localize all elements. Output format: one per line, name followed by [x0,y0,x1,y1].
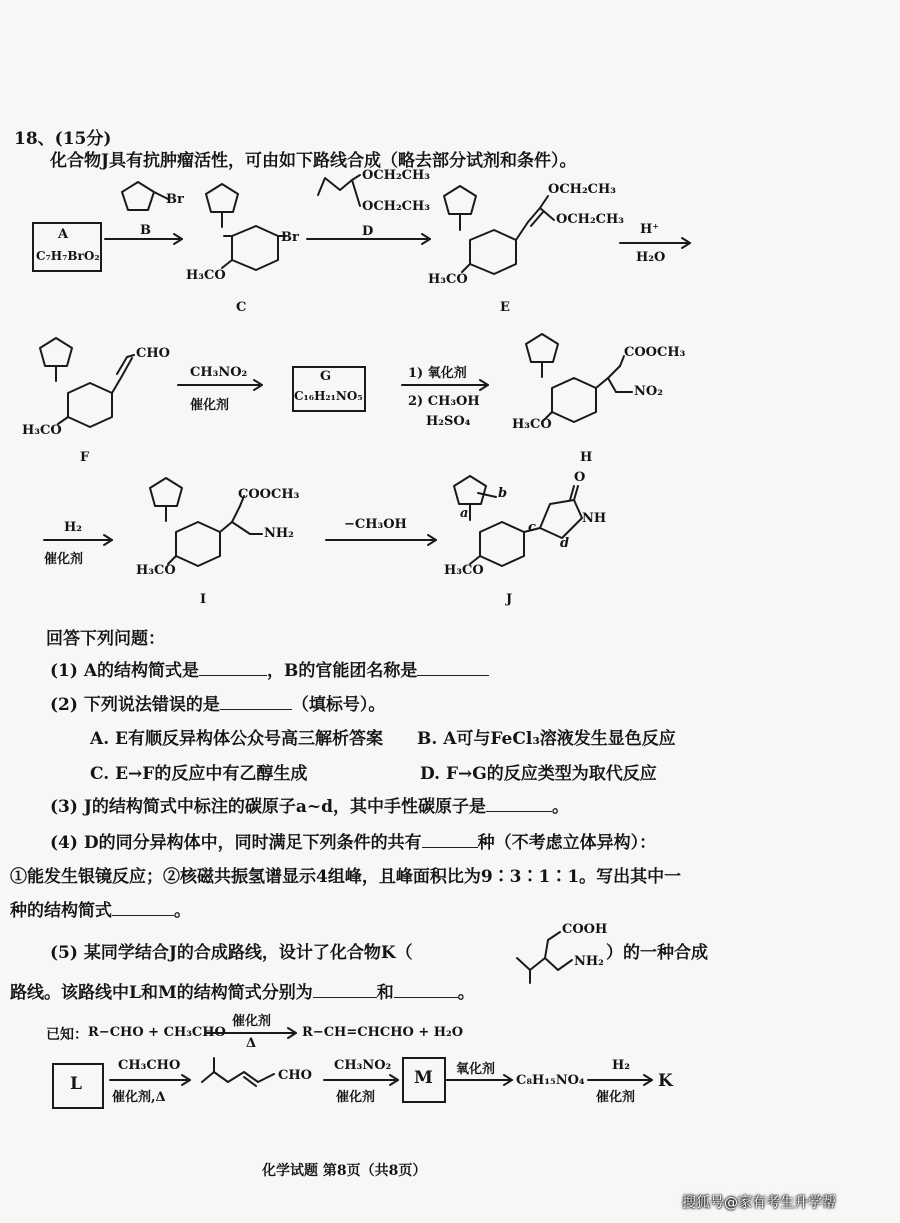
reagent-B-br: Br [166,192,184,207]
compound-F-label: F [80,450,90,465]
q1-blank-2[interactable] [417,661,489,676]
q5-text-a: (5) 某同学结合J的合成路线，设计了化合物K（ [50,943,413,963]
compound-J-benzene [480,522,524,566]
compound-C-benzene [232,226,278,270]
reagent-D-label: D [362,224,374,239]
reagent-H-I-bottom: 催化剂 [44,552,84,567]
q4-text-b: 种（不考虑立体异构）： [477,833,657,853]
reagent-D-oet2: OCH₂CH₃ [362,199,430,214]
reagent-G-H-2: 2) CH₃OH [408,394,480,409]
q4-line3 [10,896,191,921]
atom-b-label: b [498,486,508,501]
compound-M-label: M [414,1068,433,1088]
compound-K-label: K [658,1071,673,1091]
atom-a-label: a [460,506,469,521]
compound-J-nh: NH [582,511,607,526]
q5-blank-1[interactable] [313,983,377,998]
compound-E-label: E [500,300,510,315]
atom-c-label: c [528,520,536,535]
q3-blank[interactable] [486,797,552,812]
route-step4-bottom: 催化剂 [596,1090,636,1105]
q3-end: 。 [552,797,570,817]
compound-H-benzene [552,378,596,422]
compound-J-lactam [540,500,582,538]
question-4 [50,828,656,853]
route-aldehyde-cho: CHO [278,1068,312,1083]
reagent-G-H-1: 1) 氧化剂 [408,366,467,381]
compound-J-label: J [506,592,513,607]
q4-conditions: ①能发生银镜反应；②核磁共振氢谱显示4组峰，且峰面积比为9∶3∶1∶1。写出其中一 [10,867,682,887]
q4-blank-2[interactable] [112,901,174,916]
reagent-B-label: B [140,223,151,238]
reagent-D-oet1: OCH₂CH₃ [362,168,430,183]
q5-text-c: 路线。该路线中L和M的结构简式分别为 [10,983,313,1003]
q5-end: 。 [457,983,475,1003]
compound-E-oet1: OCH₂CH₃ [548,182,616,197]
compound-E-cyclopentyl [444,186,476,214]
q2-option-d: D. F→G的反应类型为取代反应 [420,764,657,784]
question-number: 18、(15分) [14,129,112,149]
route-step1-bottom: 催化剂,Δ [112,1090,166,1105]
compound-A-label: A [58,227,69,242]
compound-K-cooh: COOH [562,922,608,937]
compound-I-methoxy: H₃CO [136,563,176,578]
q4-end: 。 [174,901,191,921]
compound-H-cooch3: COOCH₃ [624,345,686,360]
question-intro: 化合物J具有抗肿瘤活性，可由如下路线合成（略去部分试剂和条件）。 [50,151,577,171]
reagent-I-J: −CH₃OH [344,517,407,532]
reagent-H-I-top: H₂ [64,520,82,535]
q2-option-b: B. A可与FeCl₃溶液发生显色反应 [417,729,676,749]
compound-J-carbonyl-o: O [574,470,586,485]
compound-F-cho: CHO [136,346,170,361]
q1-blank-1[interactable] [199,661,267,676]
compound-H-label: H [580,450,593,465]
question-1 [50,656,489,681]
q5-text-b: ）的一种合成 [606,943,708,963]
compound-H-cyclopentyl [526,334,558,362]
q4-text-c: 种的结构简式 [10,901,112,921]
compound-C-methoxy: H₃CO [186,268,226,283]
compound-H-methoxy: H₃CO [512,417,552,432]
q4-blank-1[interactable] [422,833,478,848]
compound-J-cyclopentyl [454,476,486,504]
q3-text: (3) J的结构简式中标注的碳原子a~d，其中手性碳原子是 [50,797,487,817]
known-right: R−CH=CHCHO + H₂O [302,1025,464,1040]
q1-text-a: (1) A的结构简式是 [50,661,200,681]
route-step1-top: CH₃CHO [118,1058,181,1073]
known-heat: Δ [246,1036,257,1051]
answer-prompt: 回答下列问题： [46,629,165,649]
compound-I-cooch3: COOCH₃ [238,487,300,502]
reagent-F-G-top: CH₃NO₂ [190,365,248,380]
reagent-D-skeleton [318,178,352,195]
route-intermediate: C₈H₁₅NO₄ [516,1073,585,1088]
compound-F-methoxy: H₃CO [22,423,62,438]
compound-F-benzene [68,383,112,427]
known-catalyst: 催化剂 [232,1014,272,1029]
q4-text-a: (4) D的同分异构体中，同时满足下列条件的共有 [50,833,422,853]
reagent-E-F-bottom: H₂O [636,250,666,265]
reagent-F-G-bottom: 催化剂 [190,398,230,413]
route-aldehyde-skeleton [202,1072,274,1082]
reagent-E-F-top: H⁺ [640,222,660,237]
compound-E-methoxy: H₃CO [428,272,468,287]
compound-I-nh2: NH₂ [264,526,294,541]
compound-C-cyclopentyl [206,184,238,212]
compound-I-cyclopentyl [150,478,182,506]
q2-option-c: C. E→F的反应中有乙醇生成 [90,764,308,784]
compound-L-label: L [70,1074,82,1094]
q5-and: 和 [376,983,394,1003]
page-footer: 化学试题 第8页（共8页） [262,1163,427,1179]
compound-C-label: C [236,300,247,315]
known-label: 已知： [46,1027,88,1043]
q5-line2 [10,978,475,1003]
reagent-B-ring [122,182,154,210]
route-step3-top: 氧化剂 [456,1062,496,1077]
q2-option-a: A. E有顺反异构体公众号高三解析答案 [90,729,383,749]
compound-E-benzene [470,230,516,274]
reagent-G-H-3: H₂SO₄ [426,414,471,429]
watermark-text: 搜狐号@家有考生升学帮 [682,1195,836,1211]
compound-I-label: I [200,592,207,607]
q2-blank[interactable] [220,695,292,710]
q5-blank-2[interactable] [394,983,458,998]
q2-text: (2) 下列说法错误的是 [50,695,220,715]
compound-E-oet2: OCH₂CH₃ [556,212,624,227]
route-step4-top: H₂ [612,1058,630,1073]
compound-C-br: Br [281,230,299,245]
question-2 [50,690,385,715]
route-step2-bottom: 催化剂 [336,1090,376,1105]
compound-H-no2: NO₂ [634,384,663,399]
compound-A-formula: C₇H₇BrO₂ [36,249,100,263]
route-step2-top: CH₃NO₂ [334,1058,392,1073]
compound-K-skeleton [517,958,558,970]
compound-F-cyclopentyl [40,338,72,366]
compound-K-nh2: NH₂ [574,954,604,969]
compound-I-benzene [176,522,220,566]
compound-G-formula: C₁₆H₂₁NO₅ [294,389,363,403]
atom-d-label: d [560,536,570,551]
question-3 [50,792,569,817]
q2-tail: （填标号）。 [291,695,386,715]
known-left: R−CHO + CH₃CHO [88,1025,226,1040]
compound-G-label: G [320,369,332,384]
q1-text-b: ，B的官能团名称是 [267,661,418,681]
compound-J-methoxy: H₃CO [444,563,484,578]
